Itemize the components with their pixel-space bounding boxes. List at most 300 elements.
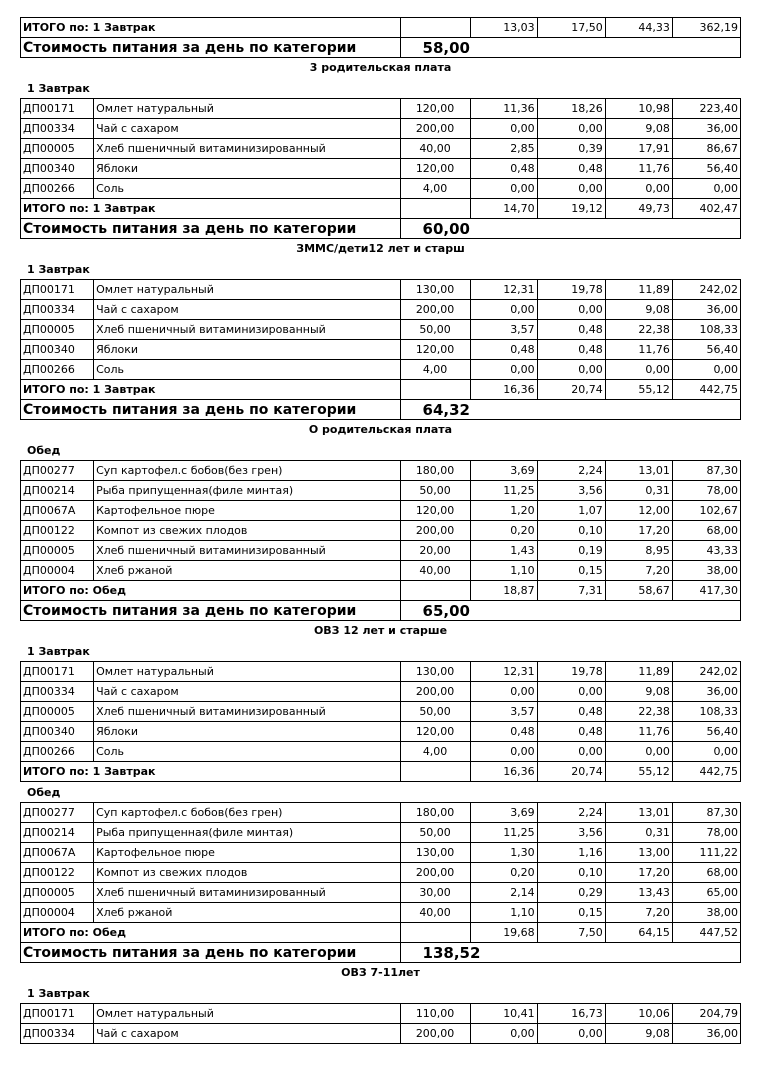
dish-code: ДП00214 bbox=[21, 823, 94, 843]
dish-fats: 0,00 bbox=[537, 742, 605, 762]
dish-fats: 0,48 bbox=[537, 702, 605, 722]
dish-proteins: 2,85 bbox=[470, 139, 537, 159]
dish-code: ДП00171 bbox=[21, 280, 94, 300]
dish-carbs: 8,95 bbox=[605, 541, 672, 561]
dish-name: Чай с сахаром bbox=[94, 682, 400, 702]
dish-fats: 18,26 bbox=[537, 99, 605, 119]
dish-code: ДП00334 bbox=[21, 1024, 94, 1044]
dish-row bbox=[21, 561, 741, 581]
dish-name: Суп картофел.с бобов(без грен) bbox=[94, 461, 400, 481]
dish-kcal: 68,00 bbox=[672, 863, 740, 883]
dish-proteins: 0,00 bbox=[470, 360, 537, 380]
dish-qty: 130,00 bbox=[400, 662, 470, 682]
meal-table bbox=[20, 279, 741, 420]
category-title: ЗММС/дети12 лет и старш bbox=[296, 242, 465, 255]
dish-code: ДП00005 bbox=[21, 702, 94, 722]
dish-qty: 200,00 bbox=[400, 521, 470, 541]
dish-proteins: 3,69 bbox=[470, 461, 537, 481]
dish-code: ДП00334 bbox=[21, 119, 94, 139]
dish-row bbox=[21, 139, 741, 159]
dish-fats: 0,48 bbox=[537, 320, 605, 340]
dish-kcal: 78,00 bbox=[672, 481, 740, 501]
total-label: ИТОГО по: 1 Завтрак bbox=[21, 380, 401, 400]
total-label: ИТОГО по: 1 Завтрак bbox=[21, 762, 401, 782]
cost-value: 60,00 bbox=[400, 219, 537, 239]
total-qty bbox=[400, 18, 470, 38]
dish-name: Хлеб пшеничный витаминизированный bbox=[94, 320, 400, 340]
dish-qty: 180,00 bbox=[400, 461, 470, 481]
category-cost-row bbox=[21, 400, 741, 420]
cost-value: 64,32 bbox=[400, 400, 537, 420]
dish-carbs: 17,20 bbox=[605, 521, 672, 541]
dish-name: Чай с сахаром bbox=[94, 1024, 400, 1044]
dish-name: Компот из свежих плодов bbox=[94, 521, 400, 541]
dish-code: ДП00171 bbox=[21, 1004, 94, 1024]
dish-kcal: 56,40 bbox=[672, 340, 740, 360]
dish-carbs: 11,76 bbox=[605, 722, 672, 742]
dish-name: Картофельное пюре bbox=[94, 843, 400, 863]
dish-proteins: 0,00 bbox=[470, 300, 537, 320]
dish-qty: 200,00 bbox=[400, 682, 470, 702]
dish-fats: 3,56 bbox=[537, 823, 605, 843]
dish-fats: 0,19 bbox=[537, 541, 605, 561]
dish-row bbox=[21, 360, 741, 380]
dish-row bbox=[21, 521, 741, 541]
total-carbs: 49,73 bbox=[605, 199, 672, 219]
category-title: 3 родительская плата bbox=[309, 61, 452, 74]
dish-code: ДП00334 bbox=[21, 682, 94, 702]
dish-row bbox=[21, 843, 741, 863]
dish-qty: 50,00 bbox=[400, 481, 470, 501]
meal-total-row bbox=[21, 923, 741, 943]
dish-carbs: 11,89 bbox=[605, 280, 672, 300]
dish-carbs: 13,00 bbox=[605, 843, 672, 863]
dish-carbs: 0,00 bbox=[605, 360, 672, 380]
dish-kcal: 36,00 bbox=[672, 1024, 740, 1044]
dish-code: ДП00005 bbox=[21, 139, 94, 159]
meal-title: Обед bbox=[27, 444, 61, 457]
dish-qty: 40,00 bbox=[400, 561, 470, 581]
dish-row bbox=[21, 863, 741, 883]
dish-proteins: 0,20 bbox=[470, 521, 537, 541]
dish-row bbox=[21, 823, 741, 843]
dish-kcal: 108,33 bbox=[672, 702, 740, 722]
dish-carbs: 9,08 bbox=[605, 300, 672, 320]
dish-qty: 4,00 bbox=[400, 179, 470, 199]
dish-kcal: 36,00 bbox=[672, 682, 740, 702]
dish-name: Суп картофел.с бобов(без грен) bbox=[94, 803, 400, 823]
dish-qty: 40,00 bbox=[400, 903, 470, 923]
dish-carbs: 10,06 bbox=[605, 1004, 672, 1024]
dish-name: Хлеб пшеничный витаминизированный bbox=[94, 883, 400, 903]
total-label: ИТОГО по: Обед bbox=[21, 923, 401, 943]
dish-row bbox=[21, 903, 741, 923]
dish-carbs: 9,08 bbox=[605, 119, 672, 139]
dish-name: Яблоки bbox=[94, 340, 400, 360]
dish-code: ДП00122 bbox=[21, 521, 94, 541]
dish-qty: 120,00 bbox=[400, 159, 470, 179]
categories bbox=[20, 58, 741, 1044]
dish-kcal: 111,22 bbox=[672, 843, 740, 863]
dish-code: ДП00171 bbox=[21, 99, 94, 119]
dish-qty: 180,00 bbox=[400, 803, 470, 823]
dish-row bbox=[21, 99, 741, 119]
dish-code: ДП0067А bbox=[21, 501, 94, 521]
dish-code: ДП00277 bbox=[21, 461, 94, 481]
meal-title: 1 Завтрак bbox=[27, 82, 90, 95]
dish-proteins: 3,57 bbox=[470, 702, 537, 722]
dish-proteins: 11,25 bbox=[470, 481, 537, 501]
total-proteins: 16,36 bbox=[470, 380, 537, 400]
meal-table bbox=[20, 1003, 741, 1044]
dish-name: Омлет натуральный bbox=[94, 662, 400, 682]
dish-kcal: 65,00 bbox=[672, 883, 740, 903]
dish-code: ДП00277 bbox=[21, 803, 94, 823]
dish-carbs: 22,38 bbox=[605, 702, 672, 722]
dish-kcal: 43,33 bbox=[672, 541, 740, 561]
dish-row bbox=[21, 1024, 741, 1044]
dish-row bbox=[21, 682, 741, 702]
dish-kcal: 38,00 bbox=[672, 903, 740, 923]
total-kcal: 442,75 bbox=[672, 762, 740, 782]
dish-kcal: 242,02 bbox=[672, 280, 740, 300]
dish-name: Омлет натуральный bbox=[94, 99, 400, 119]
total-carbs: 58,67 bbox=[605, 581, 672, 601]
dish-proteins: 10,41 bbox=[470, 1004, 537, 1024]
dish-fats: 0,00 bbox=[537, 119, 605, 139]
dish-carbs: 11,89 bbox=[605, 662, 672, 682]
total-proteins: 19,68 bbox=[470, 923, 537, 943]
meal-table bbox=[20, 460, 741, 621]
dish-row bbox=[21, 702, 741, 722]
dish-name: Чай с сахаром bbox=[94, 119, 400, 139]
dish-fats: 0,15 bbox=[537, 903, 605, 923]
dish-kcal: 108,33 bbox=[672, 320, 740, 340]
dish-fats: 0,00 bbox=[537, 179, 605, 199]
dish-name: Компот из свежих плодов bbox=[94, 863, 400, 883]
dish-name: Яблоки bbox=[94, 722, 400, 742]
dish-proteins: 0,00 bbox=[470, 742, 537, 762]
dish-kcal: 0,00 bbox=[672, 360, 740, 380]
dish-kcal: 204,79 bbox=[672, 1004, 740, 1024]
total-kcal: 447,52 bbox=[672, 923, 740, 943]
dish-row bbox=[21, 159, 741, 179]
dish-proteins: 0,48 bbox=[470, 722, 537, 742]
total-fats: 20,74 bbox=[537, 380, 605, 400]
previous-category-summary bbox=[20, 17, 741, 58]
dish-code: ДП00266 bbox=[21, 179, 94, 199]
dish-code: ДП00005 bbox=[21, 883, 94, 903]
dish-fats: 0,00 bbox=[537, 1024, 605, 1044]
dish-fats: 0,00 bbox=[537, 682, 605, 702]
total-carbs: 55,12 bbox=[605, 762, 672, 782]
total-kcal: 402,47 bbox=[672, 199, 740, 219]
dish-code: ДП00334 bbox=[21, 300, 94, 320]
dish-fats: 2,24 bbox=[537, 461, 605, 481]
dish-kcal: 0,00 bbox=[672, 179, 740, 199]
dish-proteins: 1,30 bbox=[470, 843, 537, 863]
total-qty bbox=[400, 199, 470, 219]
meal-title: 1 Завтрак bbox=[27, 645, 90, 658]
dish-qty: 30,00 bbox=[400, 883, 470, 903]
meal-total-row bbox=[21, 581, 741, 601]
total-kcal: 442,75 bbox=[672, 380, 740, 400]
total-proteins: 13,03 bbox=[470, 18, 537, 38]
dish-name: Картофельное пюре bbox=[94, 501, 400, 521]
dish-kcal: 68,00 bbox=[672, 521, 740, 541]
dish-proteins: 0,48 bbox=[470, 159, 537, 179]
dish-qty: 130,00 bbox=[400, 843, 470, 863]
dish-fats: 0,00 bbox=[537, 300, 605, 320]
dish-proteins: 0,00 bbox=[470, 119, 537, 139]
dish-kcal: 87,30 bbox=[672, 803, 740, 823]
dish-proteins: 0,20 bbox=[470, 863, 537, 883]
dish-code: ДП00171 bbox=[21, 662, 94, 682]
dish-name: Соль bbox=[94, 360, 400, 380]
dish-proteins: 2,14 bbox=[470, 883, 537, 903]
dish-qty: 110,00 bbox=[400, 1004, 470, 1024]
dish-code: ДП00340 bbox=[21, 159, 94, 179]
dish-carbs: 17,91 bbox=[605, 139, 672, 159]
total-kcal: 417,30 bbox=[672, 581, 740, 601]
dish-kcal: 223,40 bbox=[672, 99, 740, 119]
category-cost-row bbox=[21, 601, 741, 621]
dish-qty: 20,00 bbox=[400, 541, 470, 561]
dish-qty: 4,00 bbox=[400, 742, 470, 762]
dish-carbs: 12,00 bbox=[605, 501, 672, 521]
meal-total-row bbox=[21, 199, 741, 219]
dish-proteins: 11,36 bbox=[470, 99, 537, 119]
dish-row bbox=[21, 300, 741, 320]
dish-qty: 40,00 bbox=[400, 139, 470, 159]
total-proteins: 18,87 bbox=[470, 581, 537, 601]
dish-row bbox=[21, 662, 741, 682]
dish-fats: 0,00 bbox=[537, 360, 605, 380]
dish-fats: 1,07 bbox=[537, 501, 605, 521]
total-label: ИТОГО по: 1 Завтрак bbox=[21, 18, 401, 38]
category-cost-row bbox=[21, 219, 741, 239]
dish-fats: 0,48 bbox=[537, 340, 605, 360]
dish-row bbox=[21, 340, 741, 360]
dish-row bbox=[21, 722, 741, 742]
dish-code: ДП00004 bbox=[21, 903, 94, 923]
total-qty bbox=[400, 380, 470, 400]
dish-code: ДП00122 bbox=[21, 863, 94, 883]
dish-code: ДП00266 bbox=[21, 742, 94, 762]
meal-table bbox=[20, 98, 741, 239]
category-title: ОВЗ 12 лет и старше bbox=[313, 624, 448, 637]
total-fats: 19,12 bbox=[537, 199, 605, 219]
dish-qty: 50,00 bbox=[400, 823, 470, 843]
dish-proteins: 1,20 bbox=[470, 501, 537, 521]
dish-fats: 16,73 bbox=[537, 1004, 605, 1024]
cost-value: 58,00 bbox=[400, 38, 537, 58]
dish-code: ДП0067А bbox=[21, 843, 94, 863]
dish-kcal: 56,40 bbox=[672, 159, 740, 179]
dish-name: Хлеб ржаной bbox=[94, 561, 400, 581]
dish-qty: 120,00 bbox=[400, 501, 470, 521]
dish-row bbox=[21, 1004, 741, 1024]
dish-row bbox=[21, 481, 741, 501]
menu-report bbox=[20, 17, 741, 1044]
dish-name: Чай с сахаром bbox=[94, 300, 400, 320]
dish-name: Соль bbox=[94, 742, 400, 762]
dish-row bbox=[21, 501, 741, 521]
dish-proteins: 0,00 bbox=[470, 1024, 537, 1044]
category-cost-row bbox=[21, 943, 741, 963]
dish-qty: 50,00 bbox=[400, 320, 470, 340]
meal-title: 1 Завтрак bbox=[27, 987, 90, 1000]
dish-row bbox=[21, 461, 741, 481]
dish-carbs: 11,76 bbox=[605, 159, 672, 179]
total-proteins: 16,36 bbox=[470, 762, 537, 782]
dish-name: Яблоки bbox=[94, 159, 400, 179]
dish-row bbox=[21, 742, 741, 762]
dish-qty: 200,00 bbox=[400, 300, 470, 320]
dish-carbs: 13,01 bbox=[605, 461, 672, 481]
dish-name: Хлеб ржаной bbox=[94, 903, 400, 923]
dish-fats: 1,16 bbox=[537, 843, 605, 863]
dish-qty: 130,00 bbox=[400, 280, 470, 300]
dish-carbs: 0,31 bbox=[605, 481, 672, 501]
dish-fats: 0,10 bbox=[537, 521, 605, 541]
category-title: ОВЗ 7-11лет bbox=[341, 966, 420, 979]
dish-row bbox=[21, 119, 741, 139]
total-label: ИТОГО по: 1 Завтрак bbox=[21, 199, 401, 219]
dish-carbs: 0,31 bbox=[605, 823, 672, 843]
dish-kcal: 0,00 bbox=[672, 742, 740, 762]
dish-kcal: 56,40 bbox=[672, 722, 740, 742]
meal-table bbox=[20, 802, 741, 963]
dish-row bbox=[21, 320, 741, 340]
dish-kcal: 78,00 bbox=[672, 823, 740, 843]
dish-proteins: 1,43 bbox=[470, 541, 537, 561]
total-label: ИТОГО по: Обед bbox=[21, 581, 401, 601]
dish-proteins: 0,00 bbox=[470, 682, 537, 702]
meal-title: 1 Завтрак bbox=[27, 263, 90, 276]
dish-proteins: 0,00 bbox=[470, 179, 537, 199]
total-fats: 20,74 bbox=[537, 762, 605, 782]
dish-row bbox=[21, 541, 741, 561]
dish-carbs: 9,08 bbox=[605, 1024, 672, 1044]
dish-proteins: 1,10 bbox=[470, 561, 537, 581]
dish-carbs: 17,20 bbox=[605, 863, 672, 883]
dish-proteins: 12,31 bbox=[470, 662, 537, 682]
meal-table bbox=[20, 661, 741, 782]
dish-name: Хлеб пшеничный витаминизированный bbox=[94, 541, 400, 561]
meal-total-row bbox=[21, 380, 741, 400]
cost-label: Стоимость питания за день по категории bbox=[21, 400, 401, 420]
dish-row bbox=[21, 179, 741, 199]
dish-qty: 4,00 bbox=[400, 360, 470, 380]
dish-kcal: 86,67 bbox=[672, 139, 740, 159]
dish-proteins: 3,69 bbox=[470, 803, 537, 823]
dish-qty: 120,00 bbox=[400, 722, 470, 742]
dish-code: ДП00214 bbox=[21, 481, 94, 501]
dish-name: Хлеб пшеничный витаминизированный bbox=[94, 702, 400, 722]
dish-row bbox=[21, 883, 741, 903]
dish-fats: 3,56 bbox=[537, 481, 605, 501]
dish-code: ДП00340 bbox=[21, 340, 94, 360]
total-qty bbox=[400, 923, 470, 943]
dish-proteins: 0,48 bbox=[470, 340, 537, 360]
dish-code: ДП00004 bbox=[21, 561, 94, 581]
dish-carbs: 7,20 bbox=[605, 561, 672, 581]
total-qty bbox=[400, 581, 470, 601]
total-carbs: 64,15 bbox=[605, 923, 672, 943]
dish-fats: 19,78 bbox=[537, 280, 605, 300]
dish-proteins: 11,25 bbox=[470, 823, 537, 843]
dish-proteins: 12,31 bbox=[470, 280, 537, 300]
total-fats: 17,50 bbox=[537, 18, 605, 38]
dish-carbs: 9,08 bbox=[605, 682, 672, 702]
cost-label: Стоимость питания за день по категории bbox=[21, 219, 401, 239]
dish-name: Рыба припущенная(филе минтая) bbox=[94, 823, 400, 843]
dish-proteins: 3,57 bbox=[470, 320, 537, 340]
dish-name: Рыба припущенная(филе минтая) bbox=[94, 481, 400, 501]
dish-name: Соль bbox=[94, 179, 400, 199]
dish-qty: 120,00 bbox=[400, 340, 470, 360]
total-qty bbox=[400, 762, 470, 782]
dish-qty: 200,00 bbox=[400, 863, 470, 883]
dish-carbs: 0,00 bbox=[605, 179, 672, 199]
cost-label: Стоимость питания за день по категории bbox=[21, 601, 401, 621]
cost-value: 138,52 bbox=[400, 943, 537, 963]
dish-row bbox=[21, 803, 741, 823]
cost-label: Стоимость питания за день по категории bbox=[21, 943, 401, 963]
dish-kcal: 38,00 bbox=[672, 561, 740, 581]
dish-carbs: 13,43 bbox=[605, 883, 672, 903]
cost-label: Стоимость питания за день по категории bbox=[21, 38, 401, 58]
dish-name: Омлет натуральный bbox=[94, 280, 400, 300]
dish-carbs: 22,38 bbox=[605, 320, 672, 340]
total-kcal: 362,19 bbox=[672, 18, 740, 38]
dish-fats: 0,15 bbox=[537, 561, 605, 581]
dish-qty: 120,00 bbox=[400, 99, 470, 119]
total-proteins: 14,70 bbox=[470, 199, 537, 219]
category-cost-row bbox=[21, 38, 741, 58]
total-carbs: 44,33 bbox=[605, 18, 672, 38]
dish-carbs: 11,76 bbox=[605, 340, 672, 360]
dish-qty: 200,00 bbox=[400, 119, 470, 139]
meal-title: Обед bbox=[27, 786, 61, 799]
dish-kcal: 36,00 bbox=[672, 300, 740, 320]
dish-fats: 19,78 bbox=[537, 662, 605, 682]
dish-fats: 2,24 bbox=[537, 803, 605, 823]
dish-name: Омлет натуральный bbox=[94, 1004, 400, 1024]
dish-fats: 0,48 bbox=[537, 159, 605, 179]
cost-value: 65,00 bbox=[400, 601, 537, 621]
dish-carbs: 0,00 bbox=[605, 742, 672, 762]
total-carbs: 55,12 bbox=[605, 380, 672, 400]
dish-fats: 0,39 bbox=[537, 139, 605, 159]
dish-carbs: 7,20 bbox=[605, 903, 672, 923]
total-fats: 7,31 bbox=[537, 581, 605, 601]
dish-code: ДП00005 bbox=[21, 320, 94, 340]
dish-fats: 0,10 bbox=[537, 863, 605, 883]
dish-name: Хлеб пшеничный витаминизированный bbox=[94, 139, 400, 159]
dish-proteins: 1,10 bbox=[470, 903, 537, 923]
dish-qty: 200,00 bbox=[400, 1024, 470, 1044]
dish-code: ДП00340 bbox=[21, 722, 94, 742]
dish-qty: 50,00 bbox=[400, 702, 470, 722]
dish-fats: 0,29 bbox=[537, 883, 605, 903]
dish-fats: 0,48 bbox=[537, 722, 605, 742]
category-title: О родительская плата bbox=[308, 423, 453, 436]
dish-carbs: 10,98 bbox=[605, 99, 672, 119]
meal-total-row bbox=[21, 18, 741, 38]
dish-row bbox=[21, 280, 741, 300]
